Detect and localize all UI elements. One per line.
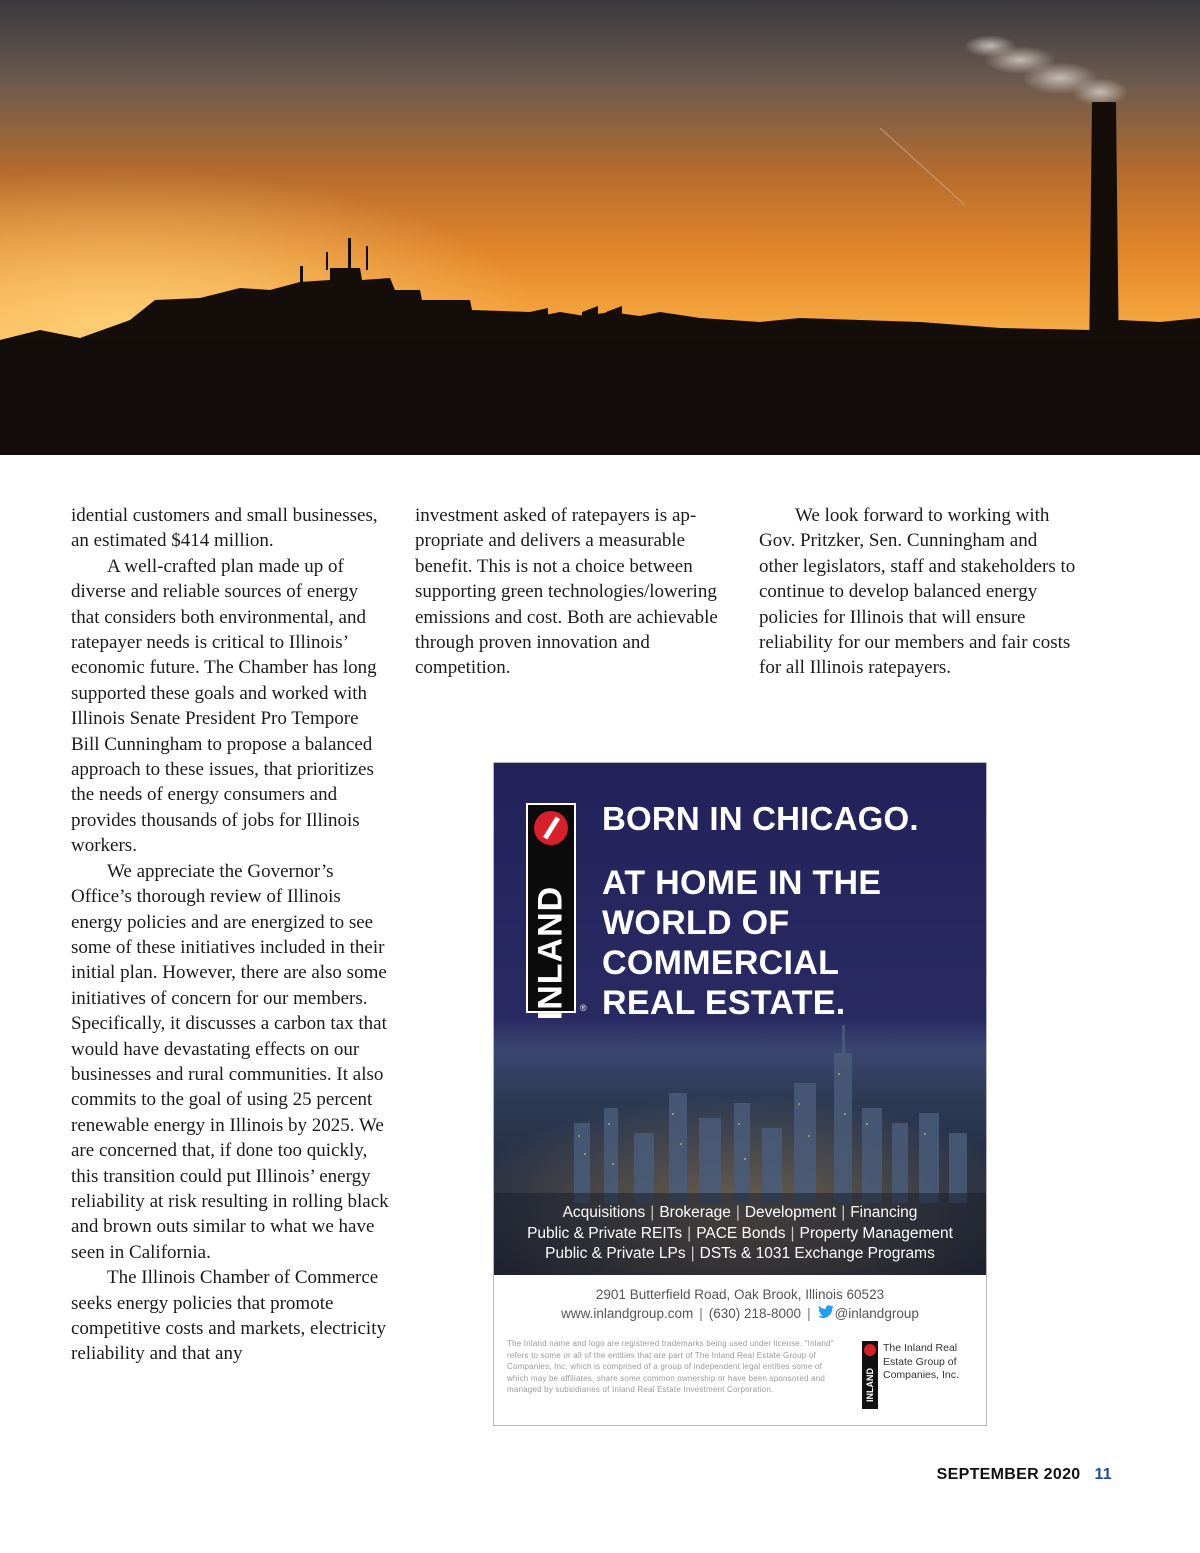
service-item: Property Management — [799, 1224, 953, 1242]
ad-legal-disclaimer: The Inland name and logo are registered trademarks being used under license. “Inland” refers to some or all of the entities that are part of The Inland Real Estate Group of Companies, Inc. which is comprised of a group of independent legal entities some of which may be affiliates, share some common ownership or have been sponsored and managed by subsidiaries of Inland Real Estate Investment Corporation. — [507, 1339, 834, 1394]
article-column-3 — [759, 503, 1077, 681]
inland-logo-mark-icon — [534, 811, 568, 845]
inland-mini-logo-mark-icon — [864, 1344, 876, 1356]
article-paragraph: We appreciate the Governor’s Office’s thorough review of Illinois energy policies and are energized to see some of these initiatives included in their initial plan. However, there are also some initiatives of concern for our members. Specifically, it discusses a carbon tax that would have devastating effects on our businesses and rural communities. It also commits to the goal of using 25 percent renewable energy in Illinois by 2025. We are concerned that, if done too quickly, this transition could put Illinois’ energy reliability at risk resulting in rolling black and brown outs similar to what we have seen in California. — [71, 860, 389, 1263]
service-item: Public & Private REITs — [527, 1224, 683, 1242]
article-paragraph: investment asked of ratepayers is appropriate and delivers a measurable benefit. This is not a choice between supporting green technologies/lowering emissions and cost. Both are achievable through proven innovation and competition. — [415, 505, 718, 679]
ad-headline — [602, 799, 972, 1023]
issue-date: SEPTEMBER 2020 — [936, 1466, 1081, 1483]
ad-address: 2901 Butterfield Road, Oak Brook, Illinois 60523 — [595, 1287, 885, 1302]
separator: | — [807, 1306, 811, 1321]
separator: | — [841, 1204, 846, 1221]
services-row — [494, 1203, 986, 1224]
hero-photo-sunset-smokestack — [0, 0, 1200, 455]
service-item: Development — [744, 1204, 837, 1221]
separator: | — [735, 1204, 740, 1221]
article-column-1 — [71, 503, 389, 1367]
ad-headline-row: WORLD OF — [602, 904, 790, 942]
separator: | — [790, 1224, 795, 1242]
inland-mini-logo — [862, 1341, 878, 1409]
registered-mark: ® — [580, 1003, 587, 1013]
article-paragraph: We look forward to working with Gov. Pritzker, Sen. Cunningham and other legislators, staff and stakeholders to continue to develop balanced energy policies for Illinois that will ensure reliability for our members and fair costs for all Illinois ratepayers. — [759, 505, 1076, 679]
article-paragraph: A well-crafted plan made up of diverse and reliable sources of energy that considers both environmental, and ratepayer needs is critical to Illinois’ economic future. The Chamber has long supported these goals and worked with Illinois Senate President Pro Tempore Bill Cunningham to propose a balanced approach to these issues, that prioritizes the needs of energy consumers and provides thousands of jobs for Illinois workers. — [71, 555, 377, 857]
ad-services-list — [494, 1203, 986, 1265]
ad-contact-row — [494, 1304, 986, 1323]
ad-headline-line-1: BORN IN CHICAGO. — [602, 800, 919, 837]
separator: | — [687, 1224, 692, 1242]
service-item: Public & Private LPs — [545, 1245, 686, 1262]
inland-logo — [526, 803, 576, 1021]
services-row — [494, 1244, 986, 1265]
ad-headline-row: AT HOME IN THE — [602, 864, 882, 902]
twitter-bird-icon — [817, 1305, 835, 1319]
article-column-2 — [415, 503, 720, 681]
ad-headline-row: COMMERCIAL — [602, 944, 840, 982]
service-item: Acquisitions — [562, 1204, 646, 1221]
ad-twitter-handle[interactable]: @inlandgroup — [834, 1306, 919, 1321]
service-item: Financing — [850, 1204, 918, 1221]
inland-mini-logo-text: INLAND — [865, 1368, 875, 1402]
services-row — [494, 1224, 986, 1245]
service-item: Brokerage — [659, 1204, 731, 1221]
ad-contact-info — [494, 1285, 986, 1323]
service-item: PACE Bonds — [696, 1224, 786, 1242]
article-paragraph: idential customers and small businesses, an estimated $414 million. — [71, 505, 378, 552]
separator: | — [699, 1306, 703, 1321]
inland-company-name: The Inland Real Estate Group of Companies, Inc. — [883, 1342, 959, 1381]
separator: | — [650, 1204, 655, 1221]
ad-headline-row: REAL ESTATE. — [602, 984, 846, 1022]
ad-website-link[interactable]: www.inlandgroup.com — [561, 1306, 694, 1321]
inland-advertisement — [493, 762, 987, 1426]
ad-headline-line-2 — [602, 863, 972, 1023]
article-paragraph: The Illinois Chamber of Commerce seeks energy policies that promote competitive costs and markets, electricity reliability and that any — [71, 1267, 386, 1365]
ad-phone: (630) 218-8000 — [708, 1306, 802, 1321]
service-item: DSTs & 1031 Exchange Programs — [699, 1245, 935, 1262]
page-footer — [937, 1466, 1112, 1484]
inland-logo-text: INLAND — [531, 885, 570, 1021]
page-number: 11 — [1094, 1466, 1112, 1483]
separator: | — [690, 1245, 695, 1262]
